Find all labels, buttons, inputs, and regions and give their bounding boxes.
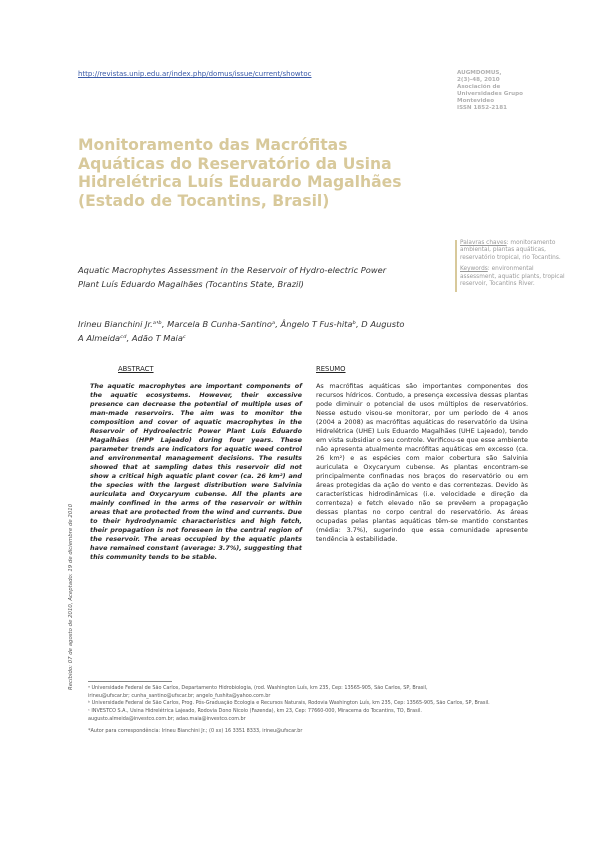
resumo-body: As macrófitas aquáticas são importantes componentes dos recursos hídricos. Contudo, a presença excessiva dessas plantas pode diminuir o potencial de usos múltiplos de reservatórios. Nesse estudo visou-se monitorar, por um período de 4 anos (2004 a 2008) as macrófitas aquáticas do reservatório da Usina Hidrelétrica (UHE) Luís Eduardo Magalhães (UHE Lajeado), tendo em vista subsidiar o seu controle. Verificou-se que esse ambiente não apresenta atualmente macrófitas aquáticas em excesso (ca. 26 km²) e as espécies com maior cobertura são Salvinia auriculata e Oxycaryum cubense. As plantas encontram-se principalmente confinadas nos braços do reservatório ou em áreas protegidas da ação do vento e das correntezas. Devido às características hidrodinâmicas (i.e. velocidade e direção da correnteza) e fetch elevado não se prevêem a propagação dessas plantas no corpo central do reservatório. As áreas ocupadas pelas plantas aquáticas têm-se mantido constantes (média: 3.7%), sugerindo que essa comunidade apresente tendência à estabilidade. <box>316 382 528 544</box>
meta-line: Universidades Grupo <box>457 91 523 97</box>
received-accepted-note: Recibido: 07 de agosto de 2010, Aceptado: 19 de diciembre de 2010 <box>68 503 74 690</box>
meta-line: ISSN 1852-2181 <box>457 105 507 111</box>
keywords-pt-text: : monitoramento ambiental, plantas aquáticas, reservatório tropical, rio Tocantins. <box>460 240 561 261</box>
keywords-pt-label: Palavras chaves <box>460 240 507 246</box>
abstract-heading: ABSTRACT <box>118 365 154 373</box>
footnote-affiliation-b: ᵇ Universidade Federal de São Carlos, Prog. Pós-Graduação Ecologia e Recursos Naturais, Rodovia Washington Luís, km 235, Cep: 13565-905, São Carlos, SP, Brasil. <box>88 700 490 707</box>
meta-line: Montevideo <box>457 98 495 104</box>
footnote-corresponding-author: *Autor para correspondência: Irineu Bianchini Jr.; (0 xx) 16 3351 8333, irineu@ufscar.br <box>88 727 303 734</box>
footnote-affiliation-c: ᶜ INVESTCO S.A., Usina Hidrelétrica Lajeado, Rodovia Dono Nicolo (Fazenda), km 23, Cep: 77660-000, Miracema do Tocantins, TO, Brasil. <box>88 708 422 715</box>
author-list: Irineu Bianchini Jr.ᵃ'ᵇ, Marcela B Cunha-Santinoᵃ, Ângelo T Fus-hitaᵇ, D Augusto A Almeidaᶜᵈ, Adão T Maiaᶜ <box>78 319 405 343</box>
english-title: Aquatic Macrophytes Assessment in the Reservoir of Hydro-electric Power Plant Luís Eduardo Magalhães (Tocantins State, Brazil) <box>78 265 387 289</box>
abstract-body: The aquatic macrophytes are important components of the aquatic ecosystems. However, their excessive presence can decrease the potential of multiple uses of man-made reservoirs. The aim was to monitor the composition and cover of aquatic macrophytes in the Reservoir of Hydroelectric Power Plant Luís Eduardo Magalhães (HPP Lajeado) during four years. These parameter trends are indicators for aquatic weed control and environmental management decisions. The results showed that at sampling dates this reservoir did not show a critical high aquatic plant cover (ca. 26 km²) and the species with the largest distribution were Salvinia auriculata and Oxycaryum cubense. All the plants are mainly confined in the arms of the reservoir or within areas that are protected from the wind and currents. Due to their hydrodynamic characteristics and high fetch, their propagation is not foreseen in the central region of the reservoir. The areas occupied by the aquatic plants have remained constant (average: 3.7%), suggesting that this community tends to be stable. <box>90 382 302 562</box>
footnote-emails-c: augusto.almeida@investco.com.br; adao.maia@investco.com.br <box>88 715 246 722</box>
paper-title: Monitoramento das Macrófitas Aquáticas do Reservatório da Usina Hidrelétrica Luís Eduardo Magalhães (Estado de Tocantins, Brasil) <box>78 136 402 210</box>
resumo-heading: RESUMO <box>316 365 346 373</box>
keywords-panel <box>455 240 570 292</box>
footnote-affiliation-a: ᵃ Universidade Federal de São Carlos, Departamento Hidrobiologia, (rod. Washington Luís, km 235, Cep: 13565-905, São Carlos, SP, Brasil, <box>88 685 428 691</box>
journal-meta <box>457 70 567 112</box>
footnote-divider <box>88 681 172 682</box>
meta-line: AUGMDOMUS, <box>457 70 502 76</box>
keywords-en-text: : environmental assessment, aquatic plants, tropical reservoir, Tocantins River. <box>460 266 565 288</box>
footnote-emails-a: irineu@ufscar.br; cunha_santino@ufscar.br; angelo_fushita@yahoo.com.br <box>88 692 271 699</box>
journal-url-link[interactable]: http://revistas.unip.edu.ar/index.php/domus/issue/current/showtoc <box>78 70 312 78</box>
keywords-en-label: Keywords <box>460 266 488 273</box>
meta-line: 2(3)-48, 2010 <box>457 77 500 83</box>
footnotes <box>88 685 528 735</box>
meta-line: Asociación de <box>457 84 501 90</box>
